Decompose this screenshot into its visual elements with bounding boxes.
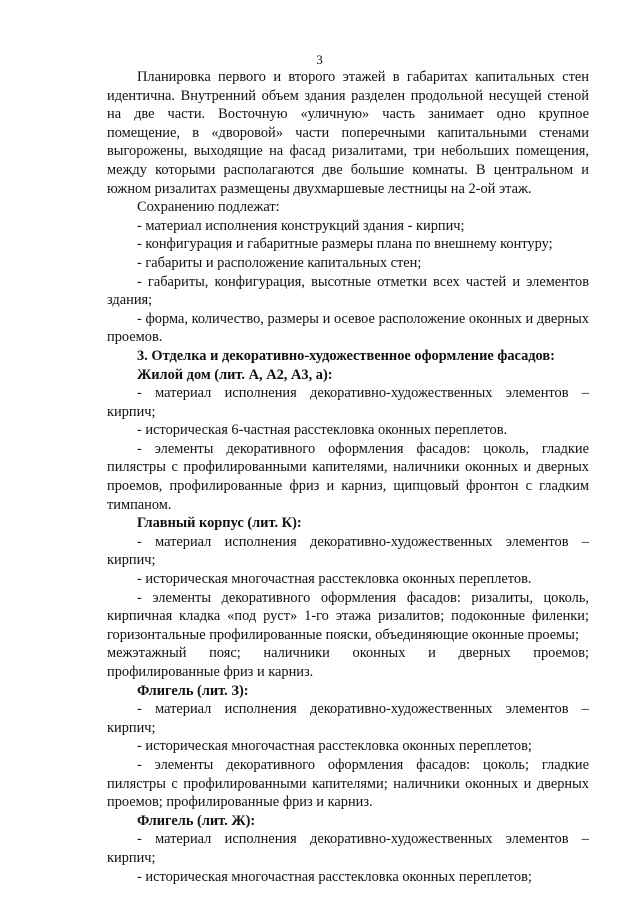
list-item: - элементы декоративного оформления фасадов: ризалиты, цоколь, кирпичная кладка «под руст» 1-го этажа ризалитов; подоконные филенки; горизонтальные профилированные пояски, объединяющие оконные проемы; [107, 589, 589, 643]
list-item: - материал исполнения декоративно-художественных элементов – кирпич; [107, 701, 589, 736]
section-heading [107, 347, 589, 366]
subsection-heading-text: Жилой дом (лит. А, А2, А3, а): [137, 366, 333, 383]
list-item: - элементы декоративного оформления фасадов: цоколь, гладкие пилястры с профилированными капителями, наличники оконных и дверных проемов, профилированные фриз и карниз, щипцовый фронтон с гладким тимпаном. [107, 440, 589, 513]
subsection-heading [107, 812, 589, 831]
list-item: - материал исполнения декоративно-художественных элементов – кирпич; [107, 533, 589, 569]
page-number: 3 [316, 52, 323, 67]
subsection-heading-text: Главный корпус (лит. К): [137, 515, 302, 532]
list-item: - габариты, конфигурация, высотные отметки всех частей и элементов здания; [107, 273, 589, 309]
list-item: - историческая 6-частная расстекловка оконных переплетов. [137, 422, 508, 439]
list-item: - конфигурация и габаритные размеры плана по внешнему контуру; [137, 236, 553, 253]
list-item: - форма, количество, размеры и осевое расположение оконных и дверных проемов. [107, 310, 589, 346]
list-item-continuation: профилированные фриз и карниз. [107, 664, 314, 680]
list-item: - материал исполнения конструкций здания - кирпич; [137, 217, 465, 234]
list-item: - материал исполнения декоративно-художественных элементов – кирпич; [107, 385, 589, 420]
subsection-heading [107, 682, 589, 701]
list-item: - элементы декоративного оформления фасадов: цоколь; гладкие пилястры с профилированными капителями; наличники оконных и дверных проемов; профилированные фриз и карниз. [107, 756, 589, 811]
subsection-heading-text: Флигель (лит. З): [137, 682, 249, 699]
paragraph: Сохранению подлежат: [137, 199, 280, 216]
subsection-heading-text: Флигель (лит. Ж): [137, 812, 256, 829]
subsection-heading [107, 514, 589, 533]
subsection-heading [107, 366, 589, 385]
list-item: - историческая многочастная расстекловка оконных переплетов. [137, 571, 532, 588]
list-item: - материал исполнения декоративно-художественных элементов – кирпич; [107, 831, 589, 866]
list-item-continuation: межэтажный пояс; наличники оконных и дверных проемов; [107, 645, 589, 662]
section-heading-text: 3. Отделка и декоративно-художественное оформление фасадов: [137, 347, 555, 364]
list-item: - историческая многочастная расстекловка оконных переплетов; [137, 868, 532, 885]
list-item: - габариты и расположение капитальных стен; [137, 254, 422, 271]
paragraph: Планировка первого и второго этажей в габаритах капитальных стен идентична. Внутренний объем здания разделен продольной несущей стеной на две части. Восточную «уличную» часть занимает одно крупное помещение, в «дворовой» части поперечными капитальными стенами выгорожены, выходящие на фасад ризалитами, три небольших помещения, между которыми располагаются две большие комнаты. В центральном и южном ризалитах размещены двухмаршевые лестницы на 2-ой этаж. [107, 69, 589, 197]
document-body [107, 68, 589, 886]
list-item: - историческая многочастная расстекловка оконных переплетов; [137, 738, 532, 755]
